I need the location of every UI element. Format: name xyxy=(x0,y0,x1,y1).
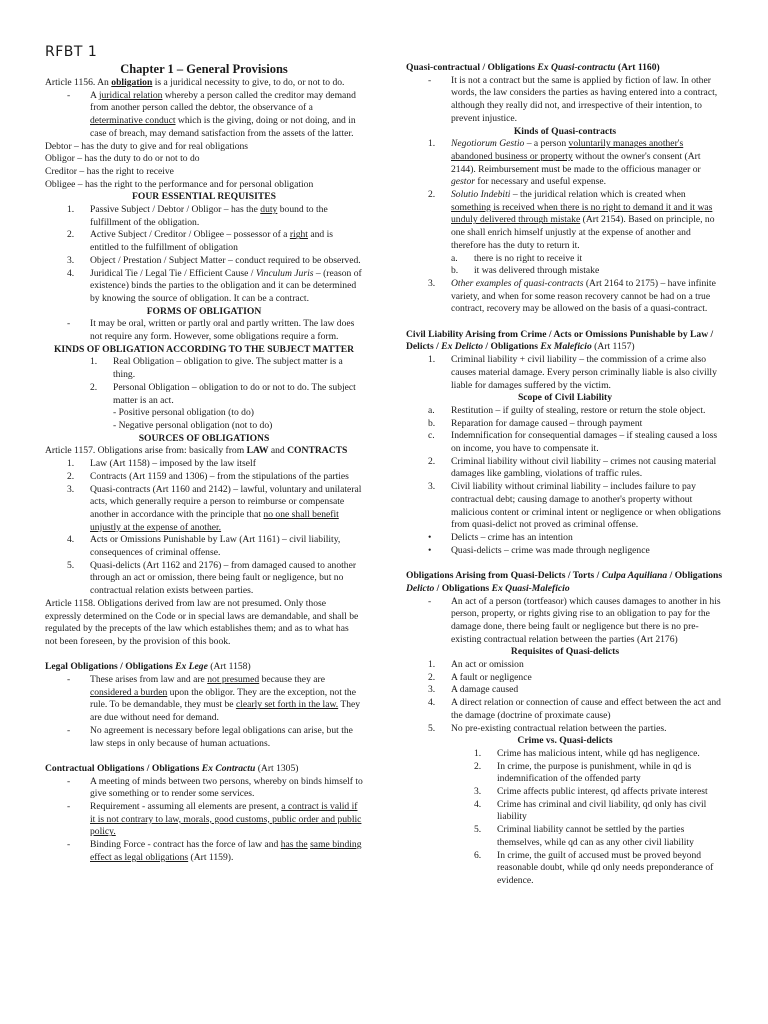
list-item: - A meeting of minds between two persons, whereby on binds himself to give something or to render some services. xyxy=(67,775,363,800)
section-heading: Obligations Arising from Quasi-Delicts / Torts / Culpa Aquiliana / Obligations Delicto / Obligations Ex Quasi-Maleficio xyxy=(406,570,723,594)
definition-obligee: Obligee – has the right to the performance and for personal obligation xyxy=(45,178,314,190)
list-item: 4. Acts or Omissions Punishable by Law (Art 1161) – civil liability, consequences of criminal offense. xyxy=(67,534,341,559)
list-item: - Binding Force - contract has the force of law and has the same binding effect as legal obligations (Art 1159). xyxy=(67,839,362,863)
list-item: - An act of a person (tortfeasor) which causes damages to another in his person, property, or rights giving rise to an obligation to pay for the damage done, there being fault or negligence but there is no pre-existing contractual relation between the parties (Art 2176) xyxy=(428,595,721,645)
list-item: 1. An act or omission xyxy=(428,659,524,671)
section-heading: Scope of Civil Liability xyxy=(517,392,613,404)
chapter-title: Chapter 1 – General Provisions xyxy=(120,62,288,76)
section-heading: FORMS OF OBLIGATION xyxy=(146,305,262,317)
list-item: a. Restitution – if guilty of stealing, restore or return the stole object. xyxy=(428,404,706,416)
list-item: 4. Crime has criminal and civil liability, qd only has civil liability xyxy=(474,798,707,823)
list-item: - It is not a contract but the same is applied by fiction of law. In other words, the law considers the parties as having entered into a contract, although they really did not, and irrespective of their intention, to prevent injustice. xyxy=(428,74,718,124)
list-item: 3. Crime affects public interest, qd affects private interest xyxy=(474,786,708,798)
list-item: b. Reparation for damage caused – through payment xyxy=(428,417,643,429)
list-item: c. Indemnification for consequential damages – if stealing caused a loss on income, you have to compensate it. xyxy=(428,430,718,455)
list-item: a. there is no right to receive it xyxy=(451,252,583,264)
section-heading: Requisites of Quasi-delicts xyxy=(510,646,620,658)
list-item: 1. Law (Art 1158) – imposed by the law itself xyxy=(67,458,256,470)
list-item: 2. Contracts (Art 1159 and 1306) – from the stipulations of the parties xyxy=(67,470,349,482)
list-item: 1. Real Obligation – obligation to give. The subject matter is a thing. xyxy=(90,356,343,381)
section-heading: SOURCES OF OBLIGATIONS xyxy=(138,432,270,444)
article-1158: Article 1158. Obligations derived from law are not presumed. Only those expressly determined on the Code or in special laws are demandable, and shall be regulated by the precepts of the law which establishes them; and as to what has not been foreseen, by the provision of this book. xyxy=(45,597,359,647)
article-1156: Article 1156. An obligation is a juridical necessity to give, to do, or not to do. xyxy=(45,77,345,88)
list-item: 3. Quasi-contracts (Art 1160 and 2142) – lawful, voluntary and unilateral acts, which generally require a person to reimburse or compensate another in accordance with the principle that no one shall benefit unjustly at the expense of another. xyxy=(67,483,362,533)
list-item: - A juridical relation whereby a person called the creditor may demand from another person called the debtor, the observance of a determinative conduct which is the giving, doing or not doing, and in case of breach, may demand satisfaction from the assets of the latter. xyxy=(67,89,356,139)
list-item: - Negative personal obligation (not to do) xyxy=(113,419,273,431)
section-heading: Quasi-contractual / Obligations Ex Quasi-contractu (Art 1160) xyxy=(406,62,660,73)
section-heading: Legal Obligations / Obligations Ex Lege (Art 1158) xyxy=(45,661,251,673)
definition-debtor: Debtor – has the duty to give and for real obligations xyxy=(45,140,249,152)
list-item: 2. In crime, the purpose is punishment, while in qd is indemnification of the offended party xyxy=(474,760,692,785)
list-item: 1. Passive Subject / Debtor / Obligor – has the duty bound to the fulfillment of the obligation. xyxy=(67,204,328,228)
definition-obligor: Obligor – has the duty to do or not to do xyxy=(45,153,200,165)
list-item: 4. Juridical Tie / Legal Tie / Efficient Cause / Vinculum Juris – (reason of existence) binds the parties to the obligation and it can be determined by knowing the source of obligation. It can be a contract. xyxy=(67,267,362,304)
list-item: 3. Object / Prestation / Subject Matter – conduct required to be observed. xyxy=(67,254,361,266)
document-code: RFBT 1 xyxy=(45,44,98,60)
list-item: 5. Criminal liability cannot be settled by the parties themselves, while qd can as any other civil liability xyxy=(474,824,694,848)
list-item: 2. Personal Obligation – obligation to do or not to do. The subject matter is an act. xyxy=(90,381,356,406)
section-heading: Crime vs. Quasi-delicts xyxy=(517,735,613,747)
list-item: - Positive personal obligation (to do) xyxy=(113,407,254,419)
definition-creditor: Creditor – has the right to receive xyxy=(45,165,174,177)
left-column xyxy=(45,62,363,865)
list-item: 3. Other examples of quasi-contracts (Art 2164 to 2175) – have infinite variety, and when for some reason recovery cannot be had on a true contract, recovery may be allowed on the basis of a quasi-contract. xyxy=(428,277,716,315)
section-heading: Civil Liability Arising from Crime / Acts or Omissions Punishable by Law / Delicts / Ex Delicto / Obligations Ex Maleficio (Art 1157) xyxy=(406,328,714,353)
bullet-item: • Delicts – crime has an intention xyxy=(428,532,573,543)
list-item: - No agreement is necessary before legal obligations can arise, but the law steps in only because of human actuations. xyxy=(67,724,353,749)
list-item: 6. In crime, the guilt of accused must be proved beyond reasonable doubt, while qd only needs preponderance of evidence. xyxy=(474,849,714,886)
list-item: 3. A damage caused xyxy=(428,684,519,696)
list-item: 5. Quasi-delicts (Art 1162 and 2176) – from damaged caused to another through an act or omission, there being fault or negligence, but no contractual relation exists between parties. xyxy=(67,559,357,597)
list-item: 2. A fault or negligence xyxy=(428,671,532,683)
section-heading: Contractual Obligations / Obligations Ex Contractu (Art 1305) xyxy=(45,762,299,774)
bullet-item: • Quasi-delicts – crime was made through negligence xyxy=(428,544,650,556)
list-item: 5. No pre-existing contractual relation between the parties. xyxy=(428,722,667,734)
section-heading: FOUR ESSENTIAL REQUISITES xyxy=(132,191,276,203)
list-item: 2. Solutio Indebiti – the juridical relation which is created when something is received when there is no right to demand it and it was unduly delivered through mistake (Art 2154). Based on principle, no one shall enrich himself unjustly at the expense of another and therefore has the duty to return it. xyxy=(428,189,715,251)
list-item: 1. Crime has malicious intent, while qd has negligence. xyxy=(474,747,700,759)
section-heading: KINDS OF OBLIGATION ACCORDING TO THE SUBJECT MATTER xyxy=(53,343,355,355)
right-column xyxy=(406,62,724,888)
section-heading: Kinds of Quasi-contracts xyxy=(513,125,617,137)
list-item: 2. Active Subject / Creditor / Obligee – possessor of a right and is entitled to the fulfillment of obligation xyxy=(67,229,334,254)
list-item: 1. Negotiorum Gestio – a person voluntarily manages another's abandoned business or property without the owner's consent (Art 2144). Reimbursement must be made to the officious manager or gestor for necessary and useful expense. xyxy=(428,138,701,188)
list-item: 1. Criminal liability + civil liability – the commission of a crime also causes material damage. Every person criminally liable is also civilly liable for damages suffered by the victim. xyxy=(428,354,717,391)
list-item: 4. A direct relation or connection of cause and effect between the act and the damage (doctrine of proximate cause) xyxy=(428,697,721,721)
list-item: - These arises from law and are not presumed because they are considered a burden upon the obligor. They are the exception, not the rule. To be demandable, they must be clearly set forth in the law. They are due without need for demand. xyxy=(67,674,361,724)
list-item: 2. Criminal liability without civil liability – crimes not causing material damages like gambling, violations of traffic rules. xyxy=(428,455,717,480)
list-item: - It may be oral, written or partly oral and partly written. The law does not require any form. However, some obligations require a form. xyxy=(67,318,355,343)
list-item: - Requirement - assuming all elements are present, a contract is valid if it is not contrary to law, morals, good customs, public order and public policy. xyxy=(67,801,362,838)
list-item: b. it was delivered through mistake xyxy=(451,265,600,277)
list-item: 3. Civil liability without criminal liability – includes failure to pay contractual debt; causing damage to another's property without malicious content or criminal intent or negligence or when obligations from quasi-delict not proved as criminal offense. xyxy=(428,481,721,531)
article-1157: Article 1157. Obligations arise from: basically from LAW and CONTRACTS xyxy=(45,445,348,457)
